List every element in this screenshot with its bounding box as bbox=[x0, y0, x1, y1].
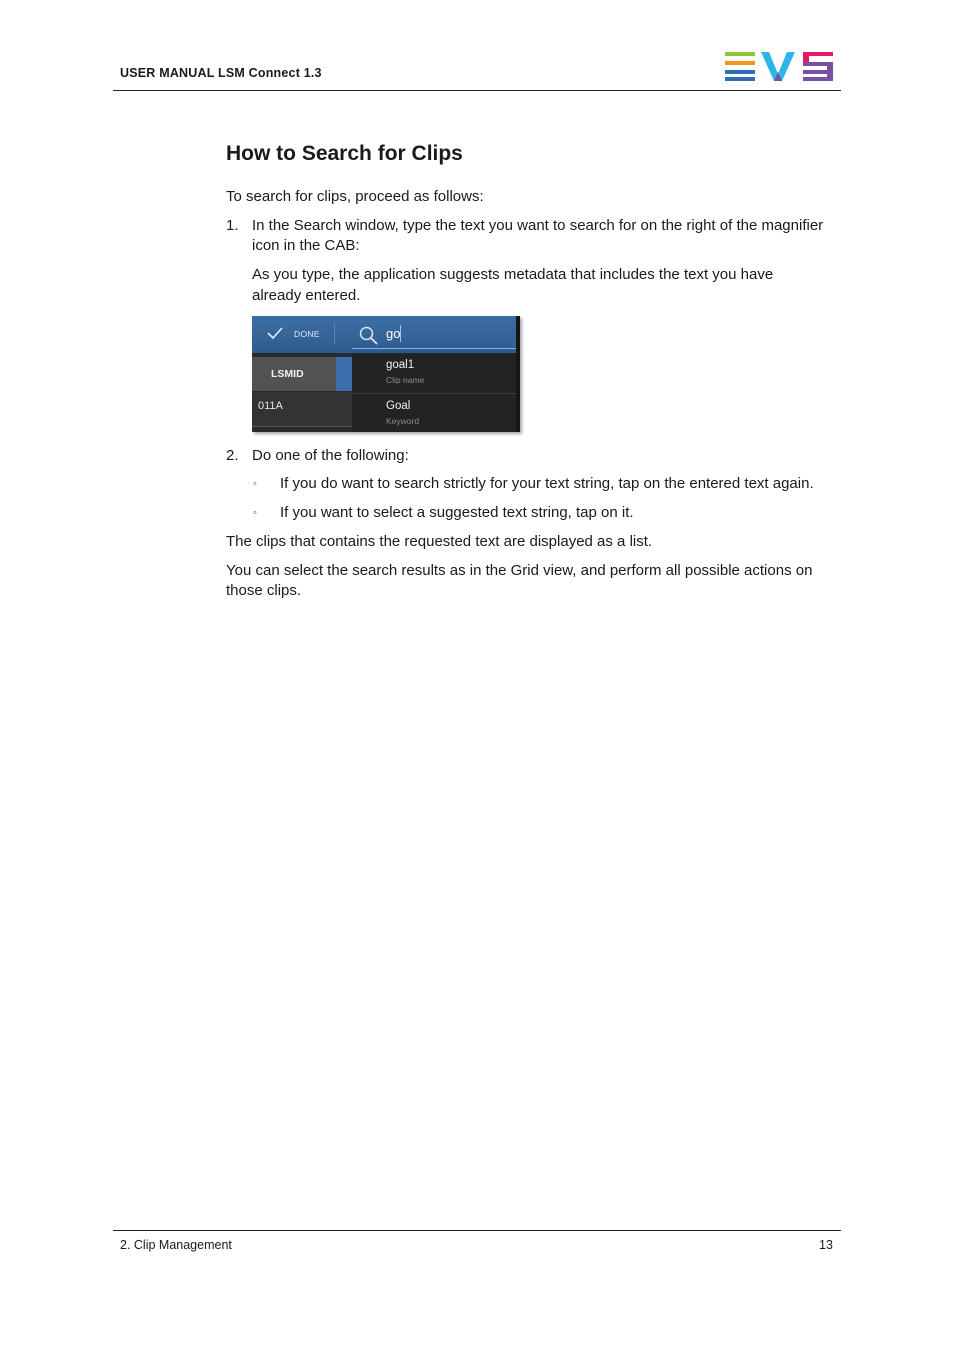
column-header-lsmid: LSMID bbox=[271, 368, 304, 380]
result-text: The clips that contains the requested text are displayed as a list. bbox=[226, 533, 653, 550]
suggestion-divider bbox=[352, 393, 516, 394]
magnifier-icon bbox=[358, 325, 380, 347]
step-2-number: 2. bbox=[226, 447, 239, 464]
search-input[interactable]: go bbox=[386, 326, 401, 341]
screenshot-edge bbox=[516, 316, 520, 432]
step-1-note-line-2: already entered. bbox=[252, 287, 361, 304]
search-window-screenshot bbox=[252, 316, 520, 432]
step-1-line-1: In the Search window, type the text you want to search for on the right of the magnifier bbox=[252, 217, 824, 234]
header-divider bbox=[113, 90, 841, 91]
section-heading: How to Search for Clips bbox=[226, 142, 463, 165]
closing-line-1: You can select the search results as in the Grid view, and perform all possible actions on bbox=[226, 562, 813, 579]
cab-separator bbox=[334, 323, 335, 345]
step-1-line-2: icon in the CAB: bbox=[252, 237, 360, 254]
text-caret bbox=[400, 325, 401, 342]
step-1-note-line-1: As you type, the application suggests metadata that includes the text you have bbox=[252, 266, 774, 283]
done-button[interactable]: DONE bbox=[294, 329, 320, 339]
suggestion-item-1[interactable]: goal1 bbox=[386, 359, 415, 371]
bullet-icon: ◦ bbox=[253, 478, 257, 490]
closing-line-2: those clips. bbox=[226, 582, 302, 599]
clip-id: 011A bbox=[258, 400, 283, 412]
intro-text: To search for clips, proceed as follows: bbox=[226, 188, 484, 205]
suggestion-item-2[interactable]: Goal bbox=[386, 400, 411, 412]
bullet-item-1: If you do want to search strictly for your text string, tap on the entered text again. bbox=[280, 475, 814, 492]
bullet-icon: ◦ bbox=[253, 507, 257, 519]
suggestion-item-2-type: Keyword bbox=[386, 416, 420, 426]
footer-divider bbox=[113, 1230, 841, 1231]
header-title: USER MANUAL LSM Connect 1.3 bbox=[120, 66, 322, 80]
row-divider bbox=[252, 426, 352, 427]
footer-chapter: 2. Clip Management bbox=[120, 1238, 232, 1252]
bullet-item-2: If you want to select a suggested text string, tap on it. bbox=[280, 504, 634, 521]
check-icon bbox=[266, 326, 284, 340]
evs-logo bbox=[725, 52, 835, 82]
selection-strip bbox=[336, 357, 352, 391]
suggestion-item-1-type: Clip name bbox=[386, 375, 425, 385]
step-1-number: 1. bbox=[226, 217, 239, 234]
search-underline bbox=[352, 348, 520, 349]
page-number: 13 bbox=[819, 1238, 833, 1252]
step-2-text: Do one of the following: bbox=[252, 447, 409, 464]
